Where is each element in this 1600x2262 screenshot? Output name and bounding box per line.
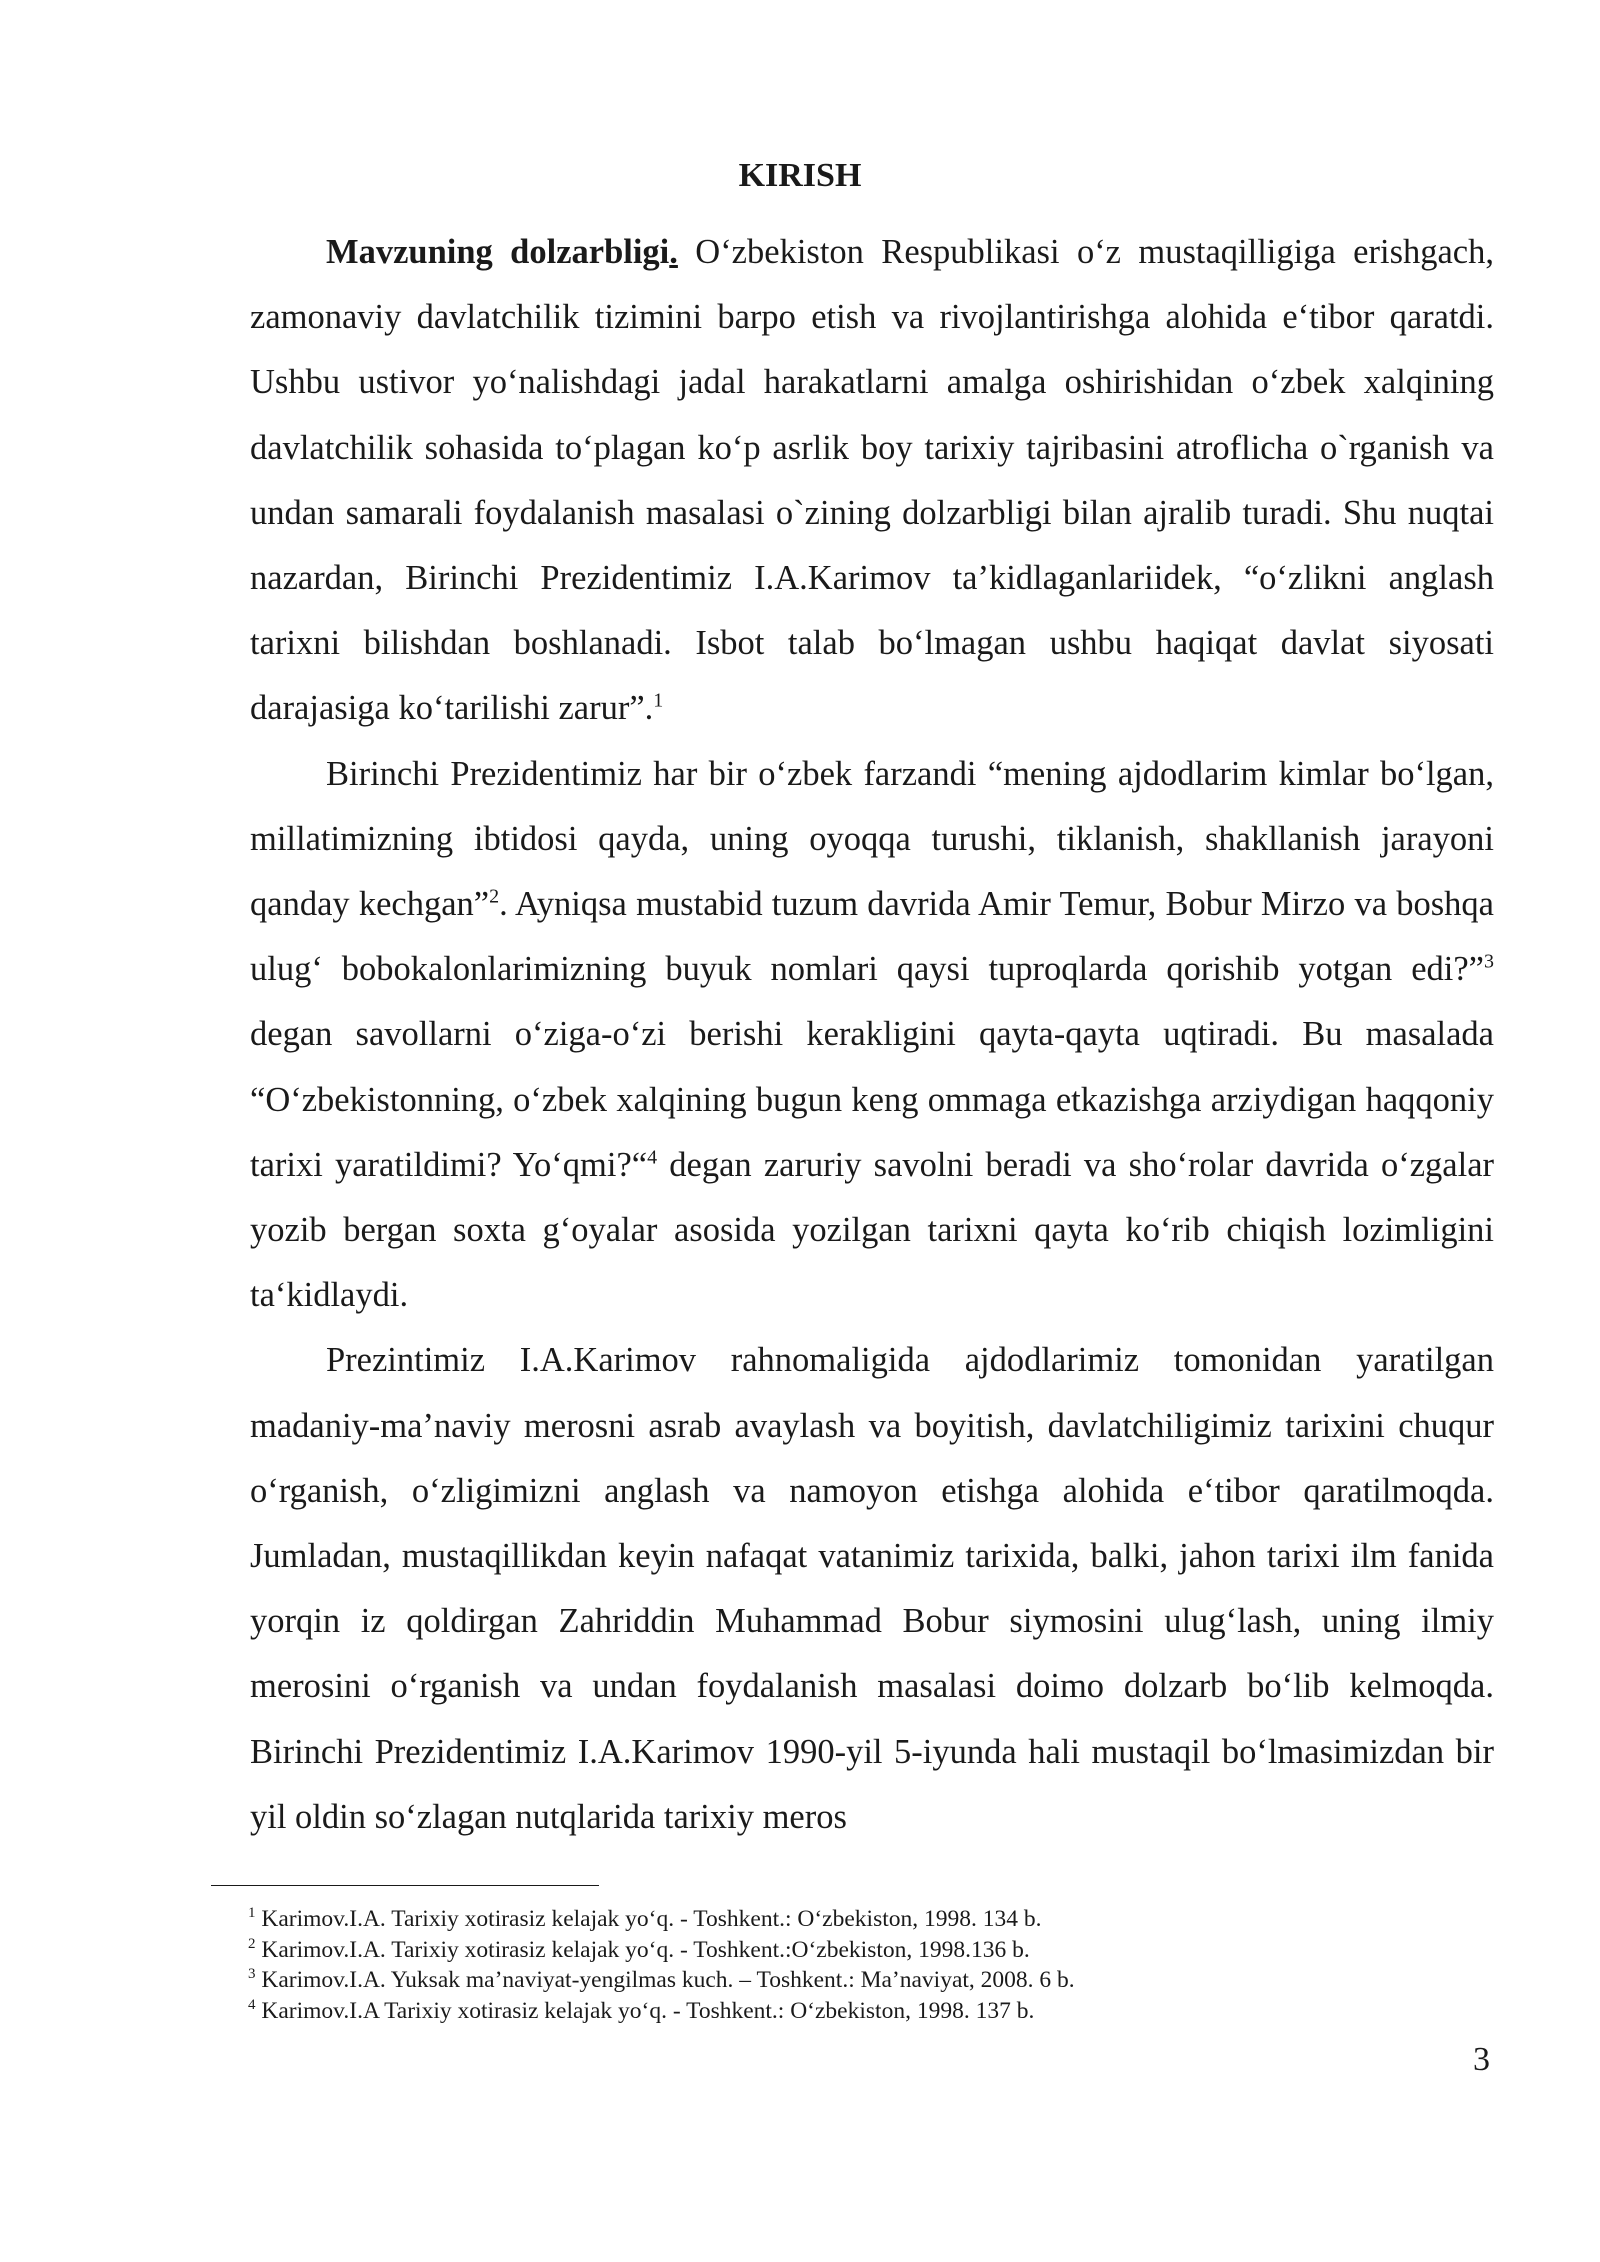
footnote-ref-2[interactable]: 2 (489, 885, 500, 908)
section-lead (326, 233, 678, 271)
footnote-ref-3[interactable]: 3 (1484, 950, 1494, 973)
paragraph-relevance (250, 220, 1494, 742)
paragraph-ancestors (250, 742, 1494, 1329)
footnote-text: Karimov.I.A. Tarixiy xotirasiz kelajak yo‘q. - Toshkent.: O‘zbekiston, 1998. 134 b. (255, 1906, 1042, 1932)
footnote-ref-4[interactable]: 4 (647, 1146, 658, 1169)
footnote-number: 4 (248, 1996, 256, 2013)
footnote-separator (211, 1885, 599, 1886)
footnote-number: 3 (248, 1966, 256, 1983)
footnote-text: Karimov.I.A. Tarixiy xotirasiz kelajak yo‘q. - Toshkent.:O‘zbekiston, 1998.136 b. (255, 1936, 1030, 1963)
paragraph-text: degan zaruriy savolni beradi va sho‘rolar davrida o‘zgalar yozib bergan soxta g‘oyalar asosida yozilgan tarixni qayta ko‘rib chiqish lozimligini ta‘kidlaydi. (250, 1145, 1494, 1315)
paragraph-text: . Ayniqsa mustabid tuzum davrida Amir Temur, Bobur Mirzo va boshqa ulug‘ bobokalonlarimizning buyuk nomlari qaysi tuproqlarda qorishib yotgan edi?” (250, 885, 1494, 989)
footnote-text: Karimov.I.A. Yuksak ma’naviyat-yengilmas kuch. – Toshkent.: Ma’naviyat, 2008. 6 b. (255, 1967, 1075, 1993)
paragraph-text: Prezintimiz I.A.Karimov rahnomaligida ajdodlarimiz tomonidan yaratilgan madaniy-ma’naviy merosni asrab avaylash va boyitish, davlatchiligimiz tarixini chuqur o‘rganish, o‘zligimizni anglash va namoyon etishga alohida e‘tibor qaratilmoqda. Jumladan, mustaqillikdan keyin nafaqat vatanimiz tarixida, balki, jahon tarixi ilm fanida yorqin iz qoldirgan Zahriddin Muhammad Bobur siymosini ulug‘lash, uning ilmiy merosini o‘rganish va undan foydalanish masalasi doimo dolzarb bo‘lib kelmoqda. Birinchi Prezidentimiz I.A.Karimov 1990-yil 5-iyunda hali mustaqil bo‘lmasimizdan bir yil oldin so‘zlagan nutqlarida tarixiy meros (250, 1341, 1494, 1836)
main-text (250, 220, 1494, 1850)
footnote-number: 2 (248, 1935, 256, 1952)
page-number: 3 (1473, 2041, 1490, 2078)
footnote-text: Karimov.I.A Tarixiy xotirasiz kelajak yo‘q. - Toshkent.: O‘zbekiston, 1998. 137 b. (255, 1997, 1035, 2024)
paragraph-text: Birinchi Prezidentimiz har bir o‘zbek farzandi “mening ajdodlarim kimlar bo‘lgan, millatimizning ibtidosi qayda, uning oyoqqa turushi, tiklanish, shakllanish jarayoni qanday kechgan” (250, 754, 1494, 924)
footnote-number: 1 (248, 1905, 256, 1922)
footnote-4 (248, 1996, 1498, 2027)
paragraph-text: degan savollarni o‘ziga-o‘zi berishi kerakligini qayta-qayta uqtiradi. Bu masalada “O‘zbekistonning, o‘zbek xalqining bugun keng ommaga etkazishga arziydigan haqqoniy tarixi yaratildimi? Yo‘qmi?“ (250, 1015, 1494, 1184)
footnote-3 (248, 1965, 1498, 1996)
paragraph-heritage (250, 1328, 1494, 1850)
section-lead-punct: . (669, 233, 678, 271)
footnote-2 (248, 1935, 1498, 1966)
section-lead-text: Mavzuning dolzarbligi (326, 233, 670, 271)
page-title: KIRISH (738, 157, 862, 194)
footnotes (248, 1904, 1498, 2026)
footnote-ref-1[interactable]: 1 (653, 689, 664, 712)
paragraph-text: O‘zbekiston Respublikasi o‘z mustaqilligiga erishgach, zamonaviy davlatchilik tizimini barpo etish va rivojlantirishga alohida e‘tibor qaratdi. Ushbu ustivor yo‘nalishdagi jadal harakatlarni amalga oshirishidan o‘zbek xalqining davlatchilik sohasida to‘plagan ko‘p asrlik boy tarixiy tajribasini atroflicha o`rganish va undan samarali foydalanish masalasi o`zining dolzarbligi bilan ajralib turadi. Shu nuqtai nazardan, Birinchi Prezidentimiz I.A.Karimov ta’kidlaganlariidek, “o‘zlikni anglash tarixni bilishdan boshlanadi. Isbot talab bo‘lmagan ushbu haqiqat davlat siyosati darajasiga ko‘tarilishi zarur”. (250, 233, 1494, 728)
footnote-1 (248, 1904, 1498, 1935)
